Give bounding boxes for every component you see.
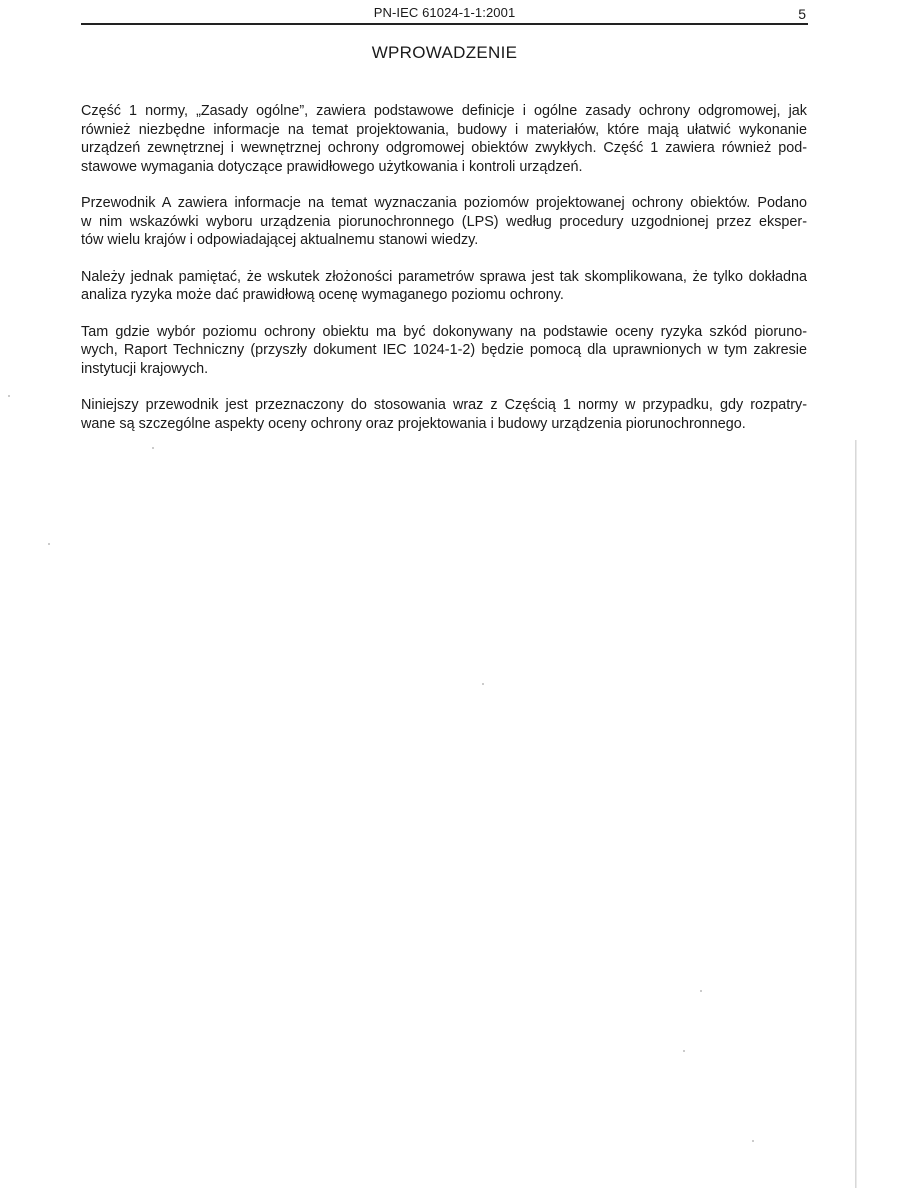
paragraph-5 (81, 396, 807, 433)
text-line: Tam gdzie wybór poziomu ochrony obiektu ma być dokonywany na podstawie oceny ryzyka szkód pioruno- (81, 323, 807, 340)
text-line: również niezbędne informacje na temat projektowania, budowy i materiałów, które mają ułatwić wykonanie (81, 121, 807, 138)
body-text (81, 102, 807, 451)
text-line: instytucji krajowych. (81, 360, 209, 377)
scan-speck (683, 1050, 685, 1052)
page-number: 5 (798, 6, 806, 22)
scan-speck (48, 543, 50, 545)
text-line: stawowe wymagania dotyczące prawidłowego użytkowania i kontroli urządzeń. (81, 158, 583, 175)
standard-identifier: PN-IEC 61024-1-1:2001 (373, 5, 516, 20)
scan-speck (700, 990, 702, 992)
text-line: Należy jednak pamiętać, że wskutek złożoności parametrów sprawa jest tak skomplikowana, że tylko dokładna (81, 268, 807, 285)
scan-speck (8, 395, 10, 397)
text-line: Część 1 normy, „Zasady ogólne”, zawiera podstawowe definicje i ogólne zasady ochrony odgromowej, jak (81, 103, 807, 119)
scan-speck (152, 447, 154, 449)
paragraph-1 (81, 102, 807, 176)
text-line: w nim wskazówki wyboru urządzenia piorunochronnego (LPS) według procedury uzgodnionej przez eksper- (81, 213, 807, 230)
scan-speck (752, 1140, 754, 1142)
paragraph-3 (81, 268, 807, 305)
text-line: Niniejszy przewodnik jest przeznaczony do stosowania wraz z Częścią 1 normy w przypadku, gdy rozpatry- (81, 397, 807, 413)
header-divider (81, 23, 808, 25)
scan-speck (482, 683, 484, 685)
text-line: wane są szczególne aspekty oceny ochrony oraz projektowania i budowy urządzenia piorunochronnego. (81, 415, 746, 432)
paragraph-2 (81, 194, 807, 250)
text-line: urządzeń zewnętrznej i wewnętrznej ochrony odgromowej obiektów zwykłych. Część 1 zawiera również pod- (81, 140, 807, 156)
scan-edge-shadow (855, 440, 857, 1188)
text-line: analiza ryzyka może dać prawidłową ocenę wymaganego poziomu ochrony. (81, 287, 564, 303)
page-header (81, 5, 808, 25)
text-line: tów wielu krajów i odpowiadającej aktualnemu stanowi wiedzy. (81, 232, 479, 248)
text-line: wych, Raport Techniczny (przyszły dokument IEC 1024-1-2) będzie pomocą dla uprawnionych w tym zakresie (81, 342, 807, 358)
text-line: Przewodnik A zawiera informacje na temat wyznaczania poziomów projektowanej ochrony obiektów. Podano (81, 195, 807, 211)
section-title: WPROWADZENIE (371, 43, 518, 62)
paragraph-4 (81, 323, 807, 379)
